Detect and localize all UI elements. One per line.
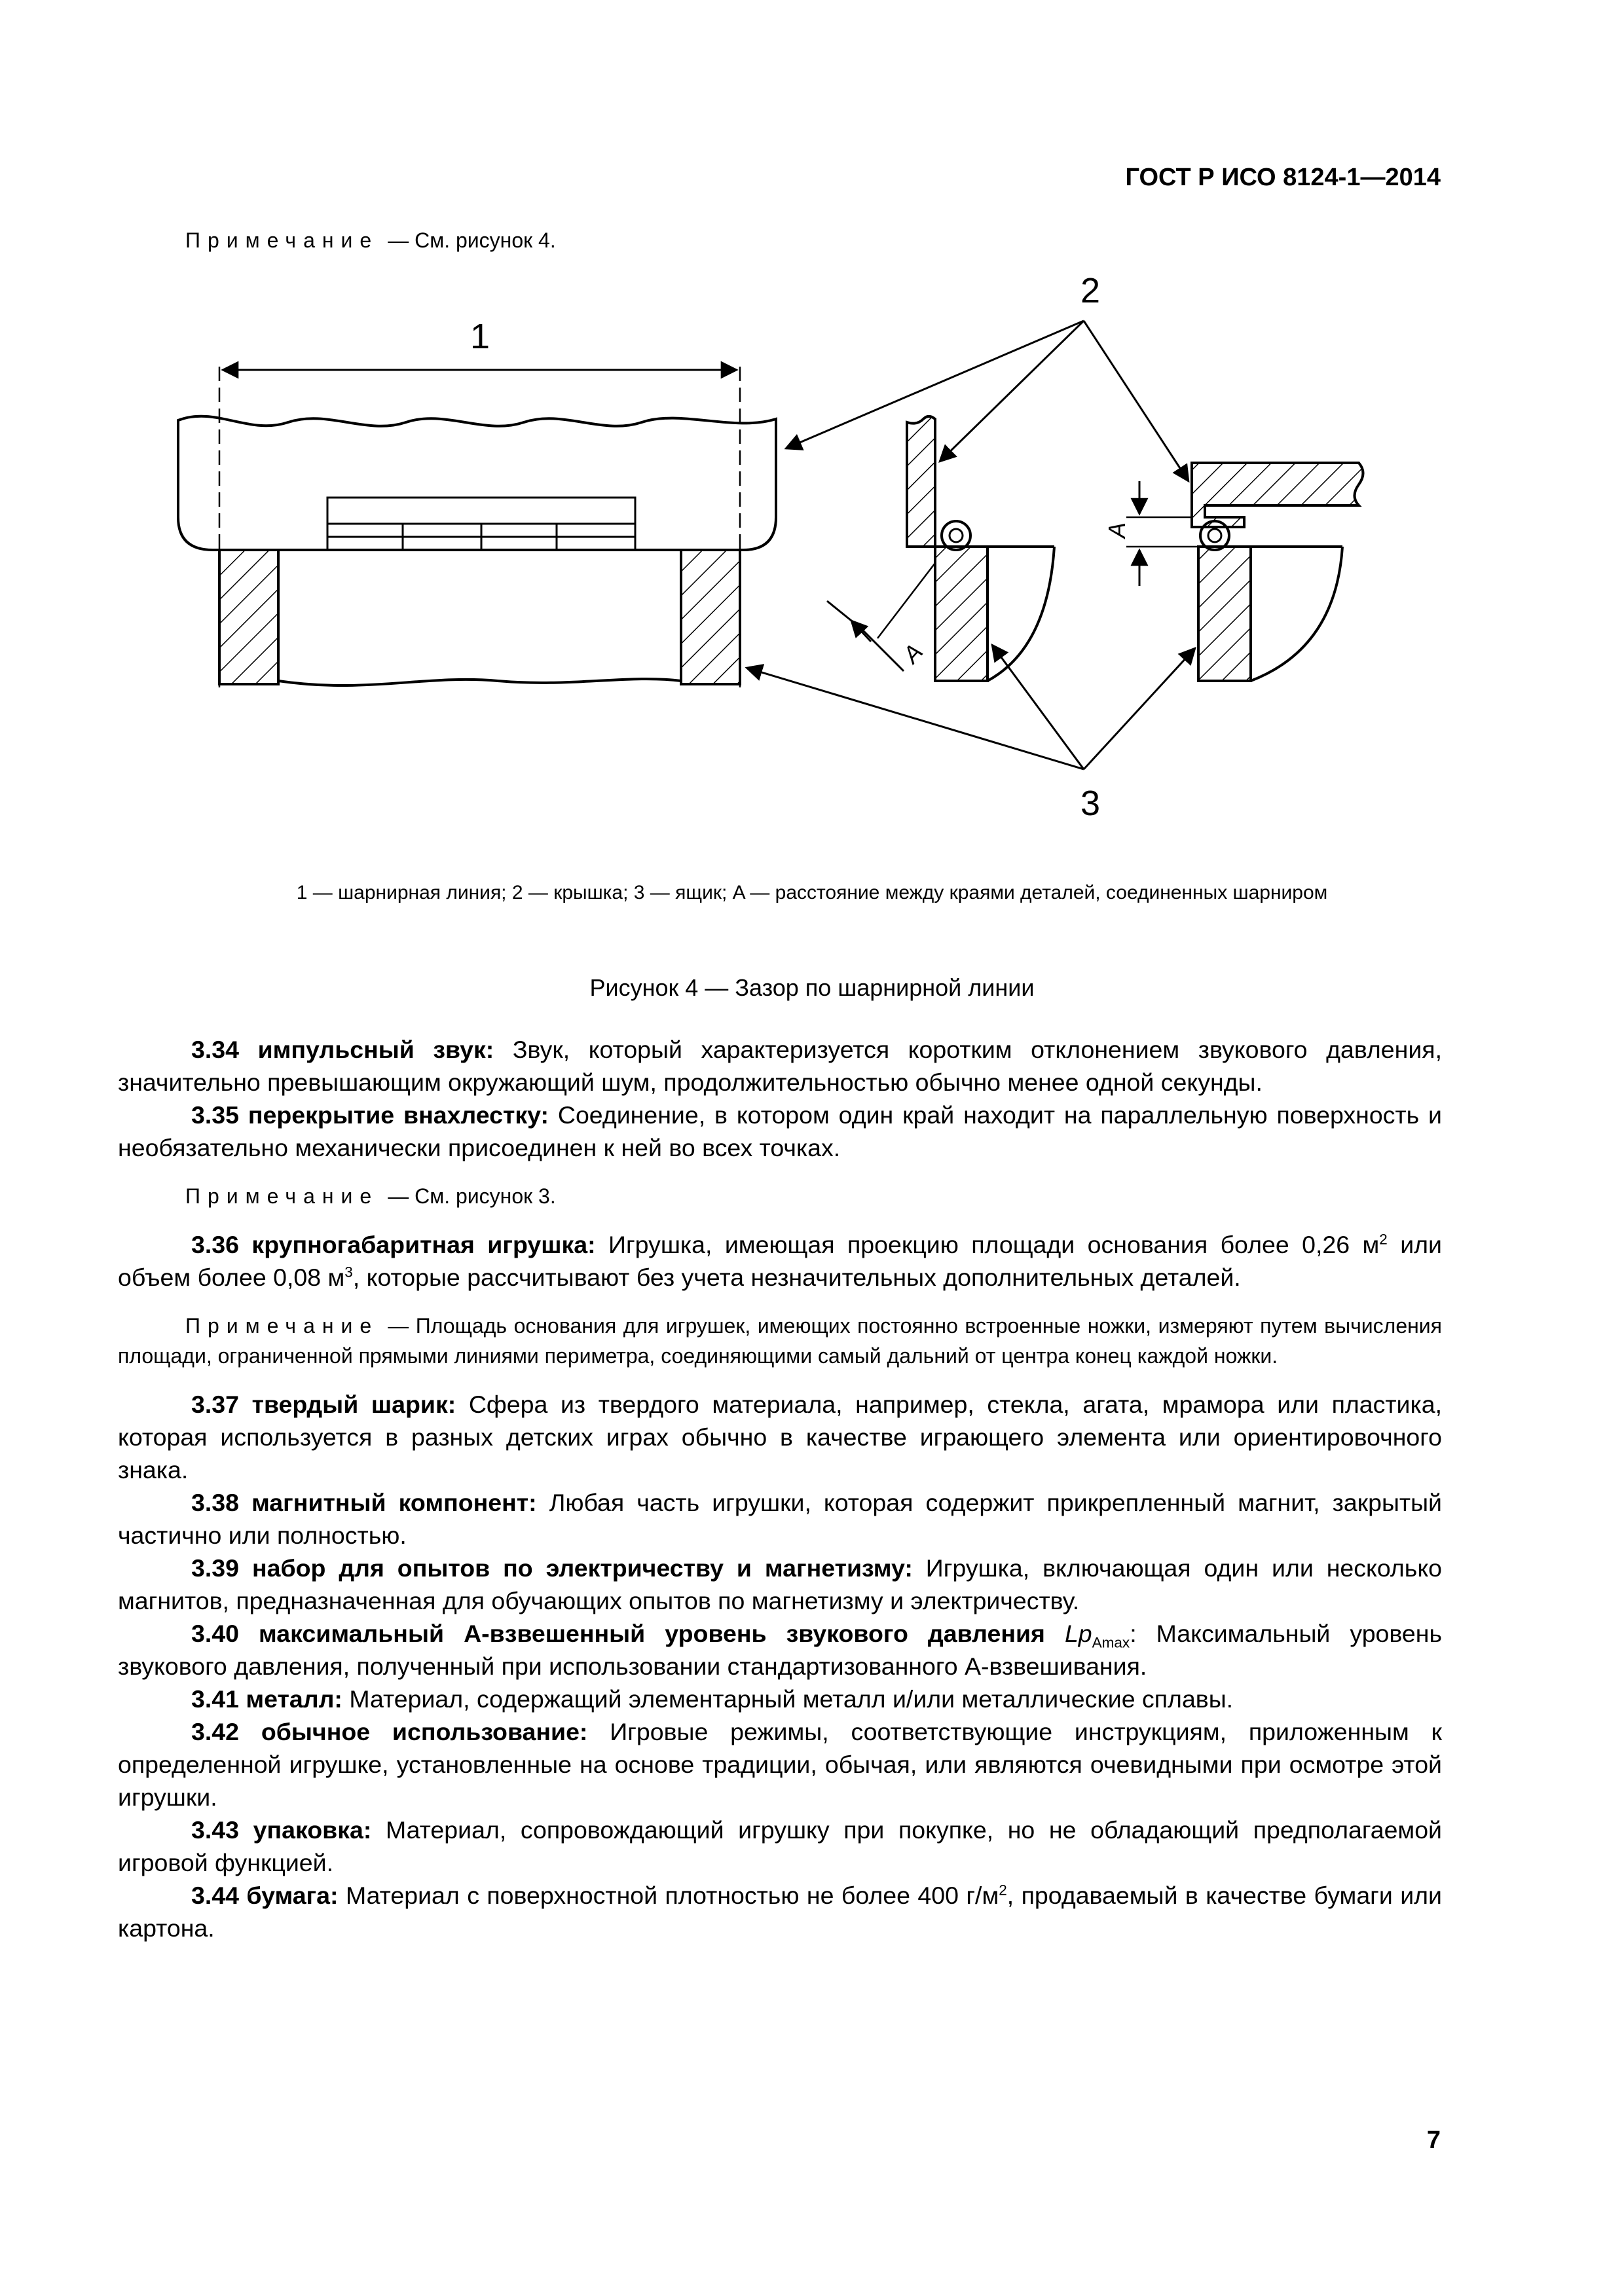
term-definition: Игровые режимы, соответствующие инструкциям, приложенным к определенной игрушке, установленные на основе традиции, обычая, или являются очевидными при осмотре этой игрушки. (118, 1718, 1443, 1811)
term-name: твердый шарик: (251, 1391, 456, 1418)
term-definition: Материал, сопровождающий игрушку при покупке, но не обладающий предполагаемой игровой функцией. (118, 1816, 1443, 1876)
callout-1: 1 (470, 317, 490, 356)
term-entry (118, 1099, 1442, 1164)
term-definition: Любая часть игрушки, которая содержит прикрепленный магнит, закрытый частично или полностью. (118, 1489, 1442, 1549)
term-number: 3.37 (191, 1391, 239, 1418)
term-number: 3.44 (191, 1882, 239, 1909)
term-number: 3.42 (191, 1718, 239, 1745)
term-name: крупногабаритная игрушка: (251, 1231, 596, 1258)
term-definition: Игрушка, включающая один или несколько магнитов, предназначенная для обучающих опытов по магнетизму и электричеству. (118, 1554, 1443, 1614)
term-entry (118, 1683, 1442, 1715)
term-name: импульсный звук: (257, 1036, 494, 1063)
term-entry (118, 1033, 1442, 1099)
term-number: 3.40 (191, 1620, 239, 1647)
hinge-gap-figure (0, 0, 1624, 851)
figure-legend: 1 — шарнирная линия; 2 — крышка; 3 — ящик; A — расстояние между краями деталей, соединенных шарниром (296, 882, 1328, 903)
term-name: магнитный компонент: (251, 1489, 537, 1516)
term-name: набор для опытов по электричеству и магнетизму: (251, 1554, 913, 1582)
note-label: Примечание (185, 1184, 379, 1208)
term-definition: Звук, который характеризуется коротким отклонением звукового давления, значительно превышающим окружающий шум, продолжительностью обычно менее одной секунды. (118, 1036, 1443, 1096)
term-number: 3.41 (191, 1685, 239, 1713)
term-note (118, 1311, 1442, 1371)
symbol-subscript: Amax (1092, 1634, 1130, 1651)
note-label: Примечание (185, 1314, 379, 1338)
term-definition-end: , продаваемый в качестве бумаги или картона. (118, 1882, 1442, 1942)
term-entry (118, 1617, 1442, 1683)
dim-label-a: A (897, 638, 929, 668)
term-entry (118, 1552, 1442, 1617)
term-number: 3.35 (191, 1101, 239, 1129)
page-number: 7 (1426, 2126, 1441, 2154)
callout-2: 2 (1080, 271, 1101, 310)
middle-view (827, 416, 1054, 681)
term-number: 3.36 (191, 1231, 239, 1258)
term-entry (118, 1813, 1442, 1879)
term-definition: Соединение, в котором один край находит на параллельную поверхность и необязательно механически присоединен к ней во всех точках. (118, 1101, 1443, 1161)
term-number: 3.34 (191, 1036, 239, 1063)
term-symbol: Lp (1064, 1620, 1092, 1647)
term-number: 3.43 (191, 1816, 239, 1844)
document-body (118, 1033, 1442, 1944)
callout-lines (747, 321, 1195, 769)
note-text: — Площадь основания для игрушек, имеющих постоянно встроенные ножки, измеряют путем вычисления площади, ограниченной прямыми линиями периметра, соединяющими самый дальний от центра конец каждой ножки. (118, 1314, 1442, 1368)
superscript: 3 (344, 1264, 353, 1281)
term-name: бумага: (246, 1882, 339, 1909)
dim-label-a: A (1103, 522, 1130, 538)
term-name: максимальный A-взвешенный уровень звукового давления (259, 1620, 1045, 1647)
right-view (1103, 463, 1363, 681)
term-definition-cont: или объем более 0,08 м (118, 1231, 1442, 1291)
superscript: 2 (999, 1882, 1007, 1899)
note-label: Примечание (185, 228, 379, 252)
term-definition: Материал с поверхностной плотностью не более 400 г/м (345, 1882, 999, 1909)
term-name: металл: (246, 1685, 342, 1713)
term-entry (118, 1388, 1442, 1486)
term-entry (118, 1486, 1442, 1552)
note-text: — См. рисунок 4. (388, 228, 556, 252)
term-definition: Материал, содержащий элементарный металл и/или металлические сплавы. (349, 1685, 1234, 1713)
term-name: перекрытие внахлестку: (248, 1101, 549, 1129)
note-text: — См. рисунок 3. (388, 1184, 556, 1208)
document-header: ГОСТ Р ИСО 8124-1—2014 (1125, 164, 1441, 191)
term-definition-end: , которые рассчитывают без учета незначительных дополнительных деталей. (352, 1264, 1241, 1291)
term-note (118, 1181, 1442, 1211)
term-name: упаковка: (253, 1816, 372, 1844)
term-definition: : Максимальный уровень звукового давления, полученный при использовании стандартизованного A-взвешивания. (118, 1620, 1443, 1680)
term-entry (118, 1879, 1442, 1944)
term-entry (118, 1715, 1442, 1813)
callout-3: 3 (1080, 784, 1101, 823)
superscript: 2 (1379, 1231, 1388, 1248)
term-name: обычное использование: (261, 1718, 588, 1745)
term-definition: Игрушка, имеющая проекцию площади основания более 0,26 м (608, 1231, 1380, 1258)
figure-caption: Рисунок 4 — Зазор по шарнирной линии (589, 974, 1035, 1001)
term-number: 3.39 (191, 1554, 239, 1582)
term-entry (118, 1228, 1442, 1294)
term-definition: Сфера из твердого материала, например, стекла, агата, мрамора или пластика, которая используется в разных детских играх обычно в качестве играющего элемента или ориентировочного знака. (118, 1391, 1443, 1484)
left-view (178, 367, 776, 687)
term-number: 3.38 (191, 1489, 239, 1516)
